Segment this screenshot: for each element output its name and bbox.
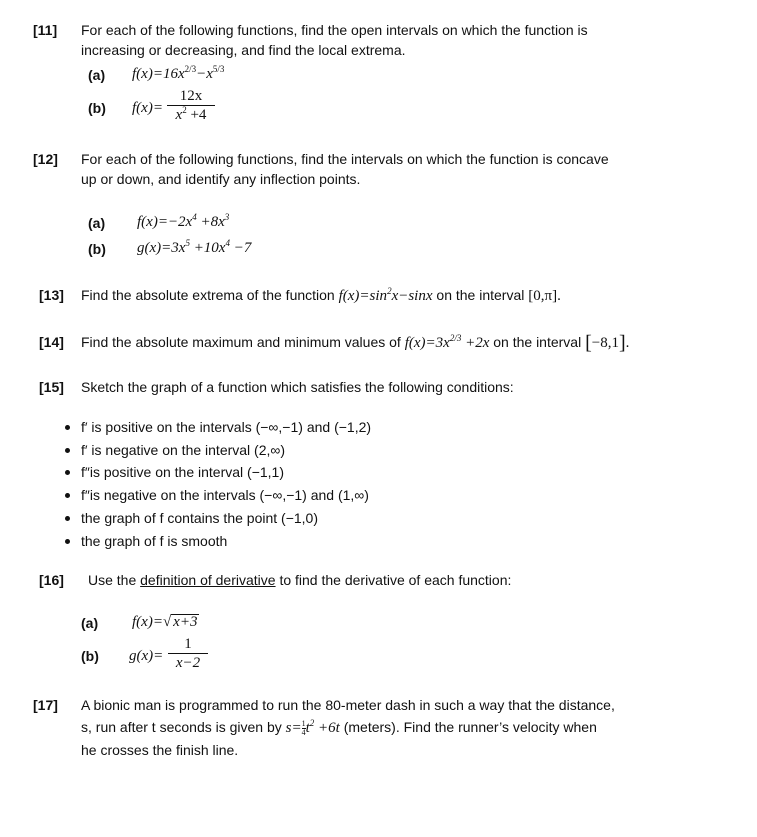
problem-15-bullet-1: f′ is positive on the intervals (−∞,−1) and (−1,2) [81,419,372,435]
problem-15-bullet-4: f″is negative on the intervals (−∞,−1) and (1,∞) [81,487,369,503]
problem-16b-fraction: 1 x−2 [168,637,208,670]
problem-11b-function-name: f(x)= [132,100,163,116]
problem-14-text: Find the absolute maximum and minimum values of $f(x)=3x^{2/3} +2x$ on the interval [−8,1]. [81,332,630,354]
problem-11-text-line2: increasing or decreasing, and find the local extrema. [81,42,406,58]
problem-14-number: [14] [39,334,64,350]
bullet-dot [65,425,70,430]
problem-16-number: [16] [39,572,64,588]
problem-12-text-line2: up or down, and identify any inflection points. [81,171,361,187]
problem-11a-label: (a) [88,67,106,83]
bullet-dot [65,493,70,498]
problem-16b-function-name: g(x)= [129,648,164,664]
problem-11a-function: $f(x)=16x^{2/3}-x^{5/3}$ [132,64,225,82]
problem-16-text: Use the definition of derivative to find the derivative of each function: [88,572,512,588]
problem-11b-label: (b) [88,100,106,116]
problem-12a-label: (a) [88,215,106,231]
bullet-dot [65,539,70,544]
problem-16a-function: f(x)=√ x+3 [132,614,198,630]
problem-17-line2: s, run after t seconds is given by s= $\frac{1}{4}$ $t^2 +6t$ (meters). Find the runner’s velocity when [81,718,597,738]
problem-12b-function: $g(x)=3x^5 +10x^4 -7$ [137,238,252,256]
problem-15-number: [15] [39,379,64,395]
problem-16b-label: (b) [81,648,99,664]
problem-11b-fraction: 12x $x^2 +4$ [167,89,215,122]
problem-11-number: [11] [33,22,58,38]
problem-17-number: [17] [33,697,58,713]
problem-12-number: [12] [33,151,58,167]
problem-13-text: Find the absolute extrema of the function $f(x)=\sin^2x-\sin x$ on the interval [0,π]. [81,286,561,304]
problem-15-bullet-6: the graph of f is smooth [81,533,228,549]
problem-17-line1: A bionic man is programmed to run the 80-meter dash in such a way that the distance, [81,697,615,713]
bullet-dot [65,448,70,453]
bullet-dot [65,516,70,521]
problem-13-number: [13] [39,287,64,303]
problem-12b-label: (b) [88,241,106,257]
bullet-dot [65,470,70,475]
problem-12-text-line1: For each of the following functions, find the intervals on which the function is concave [81,151,609,167]
problem-15-bullet-5: the graph of f contains the point (−1,0) [81,510,318,526]
problem-15-bullet-2: f′ is negative on the interval (2,∞) [81,442,286,458]
problem-17-line3: he crosses the finish line. [81,742,239,758]
problem-11-text-line1: For each of the following functions, find the open intervals on which the function is [81,22,588,38]
problem-12a-function: $f(x)=-2x^4 +8x^3$ [137,212,230,230]
problem-15-bullet-3: f″is positive on the interval (−1,1) [81,464,284,480]
problem-16a-label: (a) [81,615,99,631]
problem-15-text: Sketch the graph of a function which satisfies the following conditions: [81,379,514,395]
definition-of-derivative-link[interactable]: definition of derivative [140,572,276,588]
